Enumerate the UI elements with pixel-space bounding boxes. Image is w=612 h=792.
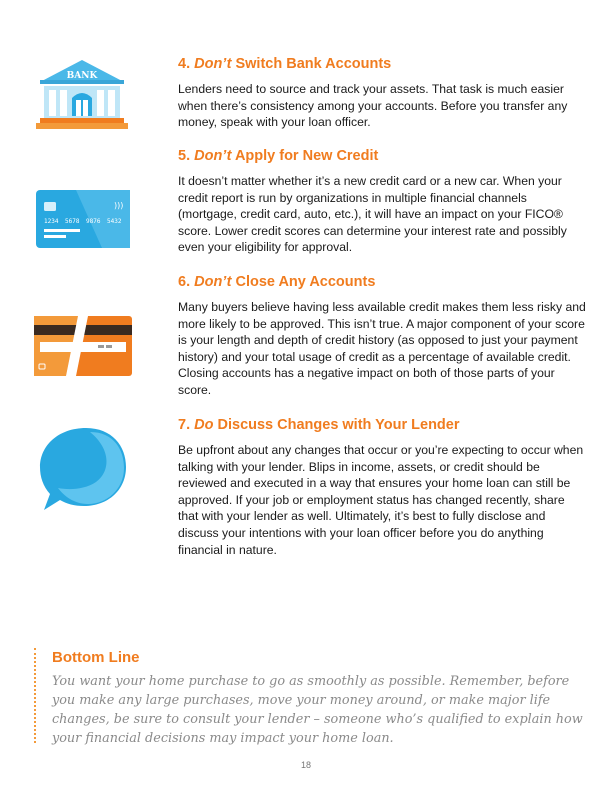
card-number-1: 1234 (44, 218, 59, 225)
bottom-line-callout (34, 648, 594, 746)
section-heading: 4. Don’t Switch Bank Accounts (178, 56, 392, 72)
section-body: Lenders need to source and track your assets. That task is much easier when there’s consistency among your accounts. Before you transfer any money, speak with your loan officer. (178, 82, 568, 130)
speech-bubble-icon (34, 420, 134, 520)
section-body: Many buyers believe having less available credit makes them less risky and more likely to be approved. This isn’t true. A major component of your score is your length and depth of credit history (as opposed to just your payment history) and your total usage of credit as a percentage of available credit. Closing accounts has a negative impact on both of those parts of your score. (178, 300, 586, 397)
section-switch-bank-accounts (178, 55, 588, 131)
card-number-3: 9876 (86, 218, 101, 225)
section-heading: 7. Do Discuss Changes with Your Lender (178, 417, 460, 433)
svg-text:))): ))) (114, 201, 124, 210)
bottom-line-title: Bottom Line (52, 649, 140, 666)
bank-icon (32, 54, 132, 134)
section-close-accounts (178, 273, 588, 399)
section-heading: 6. Don’t Close Any Accounts (178, 274, 376, 290)
page-number: 18 (300, 760, 311, 770)
card-number-2: 5678 (65, 218, 80, 225)
credit-card-blue-icon (36, 190, 130, 248)
card-number-4: 5432 (107, 218, 122, 225)
section-heading: 5. Don’t Apply for New Credit (178, 148, 379, 164)
section-body: Be upfront about any changes that occur or you’re expecting to occur when talking with your lender. Blips in income, assets, or credit should be reviewed and executed in a way that ensures your home loan can still be approved. If your job or employment status has changed recently, share that with your lender as well. Ultimately, it’s best to fully disclose and discuss your intentions with your loan officer before you do anything financial in nature. (178, 443, 584, 557)
credit-card-orange-icon (34, 316, 132, 376)
section-discuss-changes (178, 416, 588, 558)
bottom-line-body: You want your home purchase to go as smoothly as possible. Remember, before you make any large purchases, move your money around, or make major life changes, be sure to consult your lender – someone who’s qualified to explain how your financial decisions may impact your home loan. (52, 674, 583, 746)
section-apply-new-credit (178, 147, 588, 256)
section-body: It doesn’t matter whether it’s a new credit card or a new car. When your credit report is run by organizations in multiple financial channels (mortgage, credit card, auto, etc.), it will have an impact on your FICO® score. Lower credit scores can determine your interest rate and possibly even your eligibility for approval. (178, 174, 567, 255)
bank-sign: BANK (66, 71, 98, 81)
